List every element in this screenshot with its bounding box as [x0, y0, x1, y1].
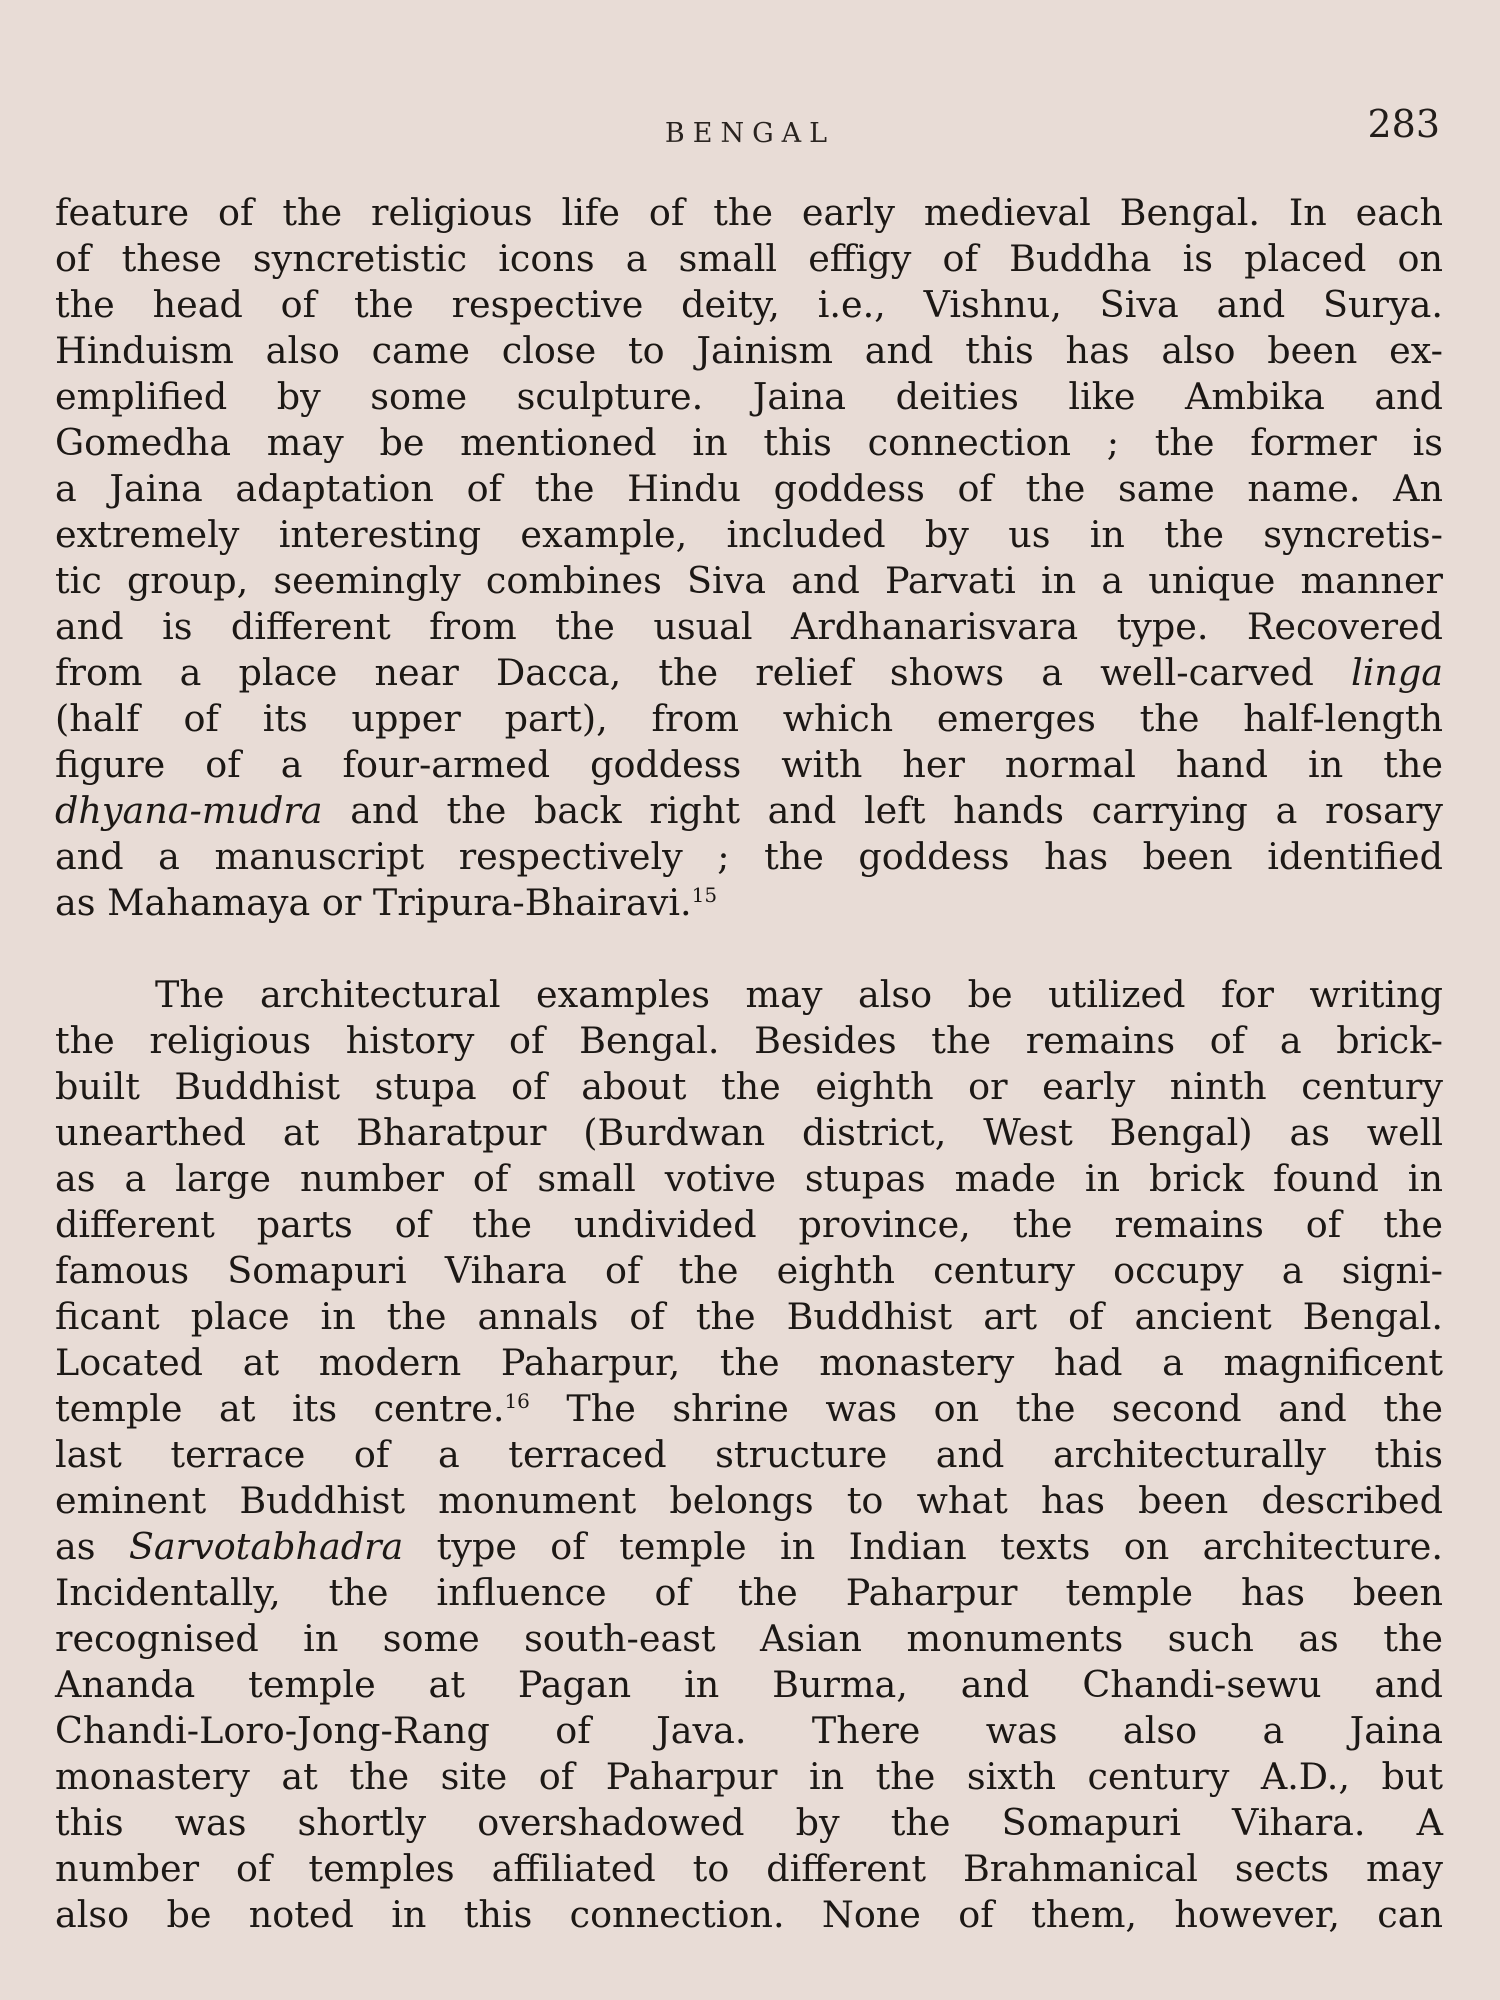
text-line: figure of a four-armed goddess with her normal hand in the [55, 743, 1443, 786]
text-segment: The shrine was on the second and the [529, 1387, 1443, 1430]
text-line: a Jaina adaptation of the Hindu goddess of the same name. An [55, 467, 1443, 510]
paragraph-2 [55, 972, 1443, 1938]
italic-term-linga: linga [1351, 651, 1443, 694]
text-line: Located at modern Paharpur, the monastery had a magnificent [55, 1341, 1443, 1384]
text-line: tic group, seemingly combines Siva and Parvati in a unique manner [55, 559, 1443, 602]
text-line: eminent Buddhist monument belongs to what has been described [55, 1479, 1443, 1522]
text-line: ficant place in the annals of the Buddhist art of ancient Bengal. [55, 1295, 1443, 1338]
page-number: 283 [1367, 102, 1440, 146]
text-line [55, 880, 1443, 926]
text-line: also be noted in this connection. None of them, however, can [55, 1893, 1443, 1936]
text-line: extremely interesting example, included by us in the syncretis- [55, 513, 1443, 556]
text-segment: as Mahamaya or Tripura-Bhairavi. [55, 881, 692, 924]
text-line: Chandi-Loro-Jong-Rang of Java. There was also a Jaina [55, 1709, 1443, 1752]
text-line: different parts of the undivided province, the remains of the [55, 1203, 1443, 1246]
text-line: number of temples affiliated to different Brahmanical sects may [55, 1847, 1443, 1890]
text-line: Incidentally, the influence of the Paharpur temple has been [55, 1571, 1443, 1614]
text-line: Ananda temple at Pagan in Burma, and Chandi-sewu and [55, 1663, 1443, 1706]
footnote-marker: 16 [504, 1388, 530, 1413]
text-segment: type of temple in Indian texts on architecture. [403, 1525, 1443, 1568]
text-line: Hinduism also came close to Jainism and this has also been ex- [55, 329, 1443, 372]
text-segment: as [55, 1525, 129, 1568]
text-line: feature of the religious life of the early medieval Bengal. In each [55, 191, 1443, 234]
text-line: famous Somapuri Vihara of the eighth century occupy a signi- [55, 1249, 1443, 1292]
text-line: the religious history of Bengal. Besides the remains of a brick- [55, 1019, 1443, 1062]
text-line [55, 788, 1443, 834]
text-line: of these syncretistic icons a small effigy of Buddha is placed on [55, 237, 1443, 280]
text-line: this was shortly overshadowed by the Somapuri Vihara. A [55, 1801, 1443, 1844]
body-text [55, 190, 1443, 1938]
footnote-marker: 15 [691, 882, 718, 907]
text-line: as a large number of small votive stupas made in brick found in [55, 1157, 1443, 1200]
text-line: last terrace of a terraced structure and architecturally this [55, 1433, 1443, 1476]
text-line [55, 1386, 1443, 1432]
running-title: BENGAL [664, 118, 836, 149]
text-segment: and the back right and left hands carrying a rosary [322, 789, 1443, 832]
paragraph-1 [55, 190, 1443, 926]
text-line [55, 650, 1443, 696]
text-line: and a manuscript respectively ; the goddess has been identified [55, 835, 1443, 878]
text-line: recognised in some south-east Asian monuments such as the [55, 1617, 1443, 1660]
text-line [55, 1524, 1443, 1570]
italic-term-sarvotabhadra: Sarvotabhadra [128, 1525, 404, 1568]
text-segment: from a place near Dacca, the relief shows a well-carved [55, 651, 1314, 694]
text-line: monastery at the site of Paharpur in the sixth century A.D., but [55, 1755, 1443, 1798]
text-line: (half of its upper part), from which emerges the half-length [55, 697, 1443, 740]
text-line: and is different from the usual Ardhanarisvara type. Recovered [55, 605, 1443, 648]
text-line: Gomedha may be mentioned in this connection ; the former is [55, 421, 1443, 464]
text-segment: temple at its centre. [55, 1387, 505, 1430]
text-line: emplified by some sculpture. Jaina deities like Ambika and [55, 375, 1443, 418]
text-line: built Buddhist stupa of about the eighth or early ninth century [55, 1065, 1443, 1108]
italic-term-dhyana-mudra: dhyana-mudra [55, 789, 323, 832]
text-line: the head of the respective deity, i.e., Vishnu, Siva and Surya. [55, 283, 1443, 326]
text-line: unearthed at Bharatpur (Burdwan district, West Bengal) as well [55, 1111, 1443, 1154]
text-line: The architectural examples may also be utilized for writing [155, 973, 1443, 1016]
